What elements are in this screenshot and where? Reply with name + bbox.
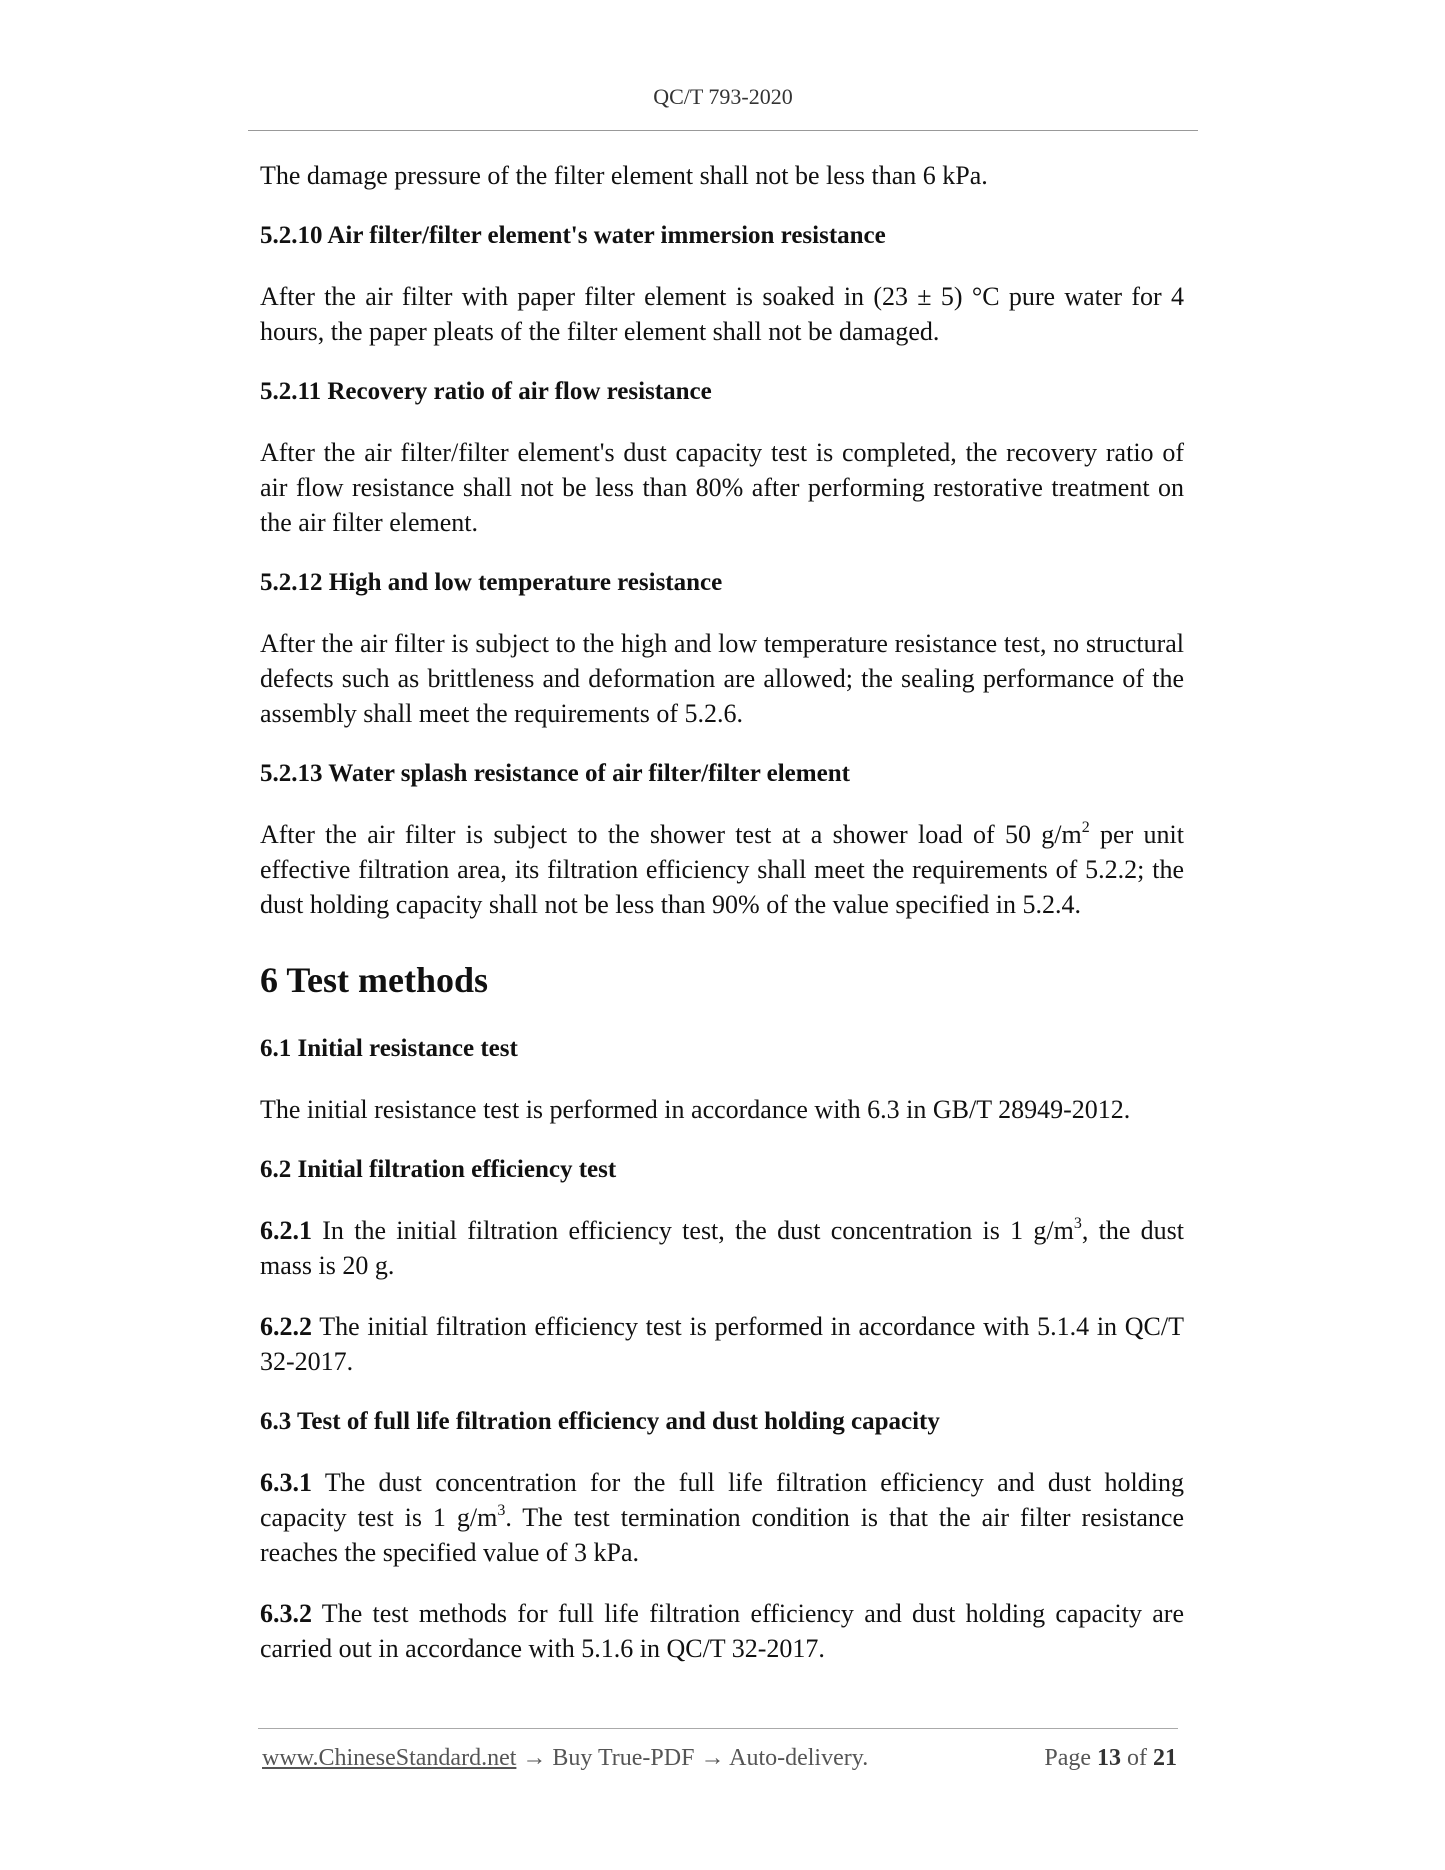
heading-5-2-11: 5.2.11 Recovery ratio of air flow resistance: [260, 378, 712, 405]
paragraph-6-1: The initial resistance test is performed in accordance with 6.3 in GB/T 28949-2012.: [260, 1095, 1131, 1124]
heading-5-2-13: 5.2.13 Water splash resistance of air filter/filter element: [260, 760, 850, 787]
clause-number-6-2-1: 6.2.1: [260, 1216, 312, 1245]
paragraph-6-3-2: [260, 1596, 1184, 1666]
paragraph-6-2-1-part-b: , the dust mass is 20 g.: [260, 1216, 1185, 1280]
page-total: 21: [1153, 1745, 1177, 1771]
superscript-3: 3: [1073, 1215, 1082, 1232]
paragraph-6-2-2-text: The initial filtration efficiency test is performed in accordance with 5.1.4 in QC/T 32-2017.: [260, 1312, 1184, 1376]
heading-5-2-12: 5.2.12 High and low temperature resistance: [260, 569, 723, 596]
clause-number-6-2-2: 6.2.2: [260, 1312, 312, 1341]
paragraph-6-3-1-part-a: The dust concentration for the full life filtration efficiency and dust holding capacity test is 1 g/m: [260, 1468, 1184, 1532]
page-current: 13: [1097, 1745, 1121, 1771]
heading-6-1: 6.1 Initial resistance test: [260, 1035, 518, 1062]
clause-number-6-3-1: 6.3.1: [260, 1468, 312, 1497]
paragraph-6-2-2: [260, 1309, 1184, 1379]
paragraph-5-2-10: After the air filter with paper filter element is soaked in (23 ± 5) °C pure water for 4 hours, the paper pleats of the filter element shall not be damaged.: [260, 282, 1184, 346]
paragraph-intro: The damage pressure of the filter element shall not be less than 6 kPa.: [260, 161, 988, 190]
footer-promo: [262, 1745, 868, 1772]
paragraph-5-2-13-part-b: per unit effective filtration area, its filtration efficiency shall meet the requirements of 5.2.2; the dust holding capacity shall not be less than 90% of the value specified in 5.2.4.: [260, 820, 1184, 919]
page-label: Page: [1044, 1745, 1091, 1771]
paragraph-6-2-1: [260, 1213, 1184, 1283]
heading-6-3: 6.3 Test of full life filtration efficiency and dust holding capacity: [260, 1408, 940, 1435]
page-indicator: [1044, 1745, 1177, 1772]
footer-divider: [258, 1728, 1178, 1729]
paragraph-5-2-11: After the air filter/filter element's dust capacity test is completed, the recovery ratio of air flow resistance shall not be less than 80% after performing restorative treatment on the air filter element.: [260, 438, 1184, 537]
promo-text: → Buy True-PDF → Auto-delivery.: [516, 1745, 869, 1771]
clause-number-6-3-2: 6.3.2: [260, 1599, 312, 1628]
heading-6-2: 6.2 Initial filtration efficiency test: [260, 1156, 617, 1183]
paragraph-6-3-2-text: The test methods for full life filtration efficiency and dust holding capacity are carried out in accordance with 5.1.6 in QC/T 32-2017.: [260, 1599, 1184, 1663]
paragraph-6-3-1-part-b: . The test termination condition is that the air filter resistance reaches the specified value of 3 kPa.: [260, 1503, 1184, 1567]
of-label: of: [1127, 1745, 1147, 1771]
paragraph-5-2-13: [260, 817, 1184, 922]
heading-5-2-10: 5.2.10 Air filter/filter element's water immersion resistance: [260, 222, 886, 249]
paragraph-6-2-1-part-a: In the initial filtration efficiency test, the dust concentration is 1 g/m: [312, 1216, 1074, 1245]
page-footer: [262, 1745, 1177, 1772]
superscript-2: 2: [1081, 819, 1090, 836]
page-body: [260, 158, 1184, 1692]
paragraph-5-2-12: After the air filter is subject to the high and low temperature resistance test, no structural defects such as brittleness and deformation are allowed; the sealing performance of the assembly shall meet the requirements of 5.2.6.: [260, 629, 1184, 728]
paragraph-6-3-1: [260, 1465, 1184, 1570]
header-divider: [248, 130, 1198, 131]
heading-6-test-methods: 6 Test methods: [260, 960, 489, 1000]
site-link[interactable]: www.ChineseStandard.net: [262, 1745, 517, 1771]
document-header: QC/T 793-2020: [653, 84, 793, 109]
paragraph-5-2-13-part-a: After the air filter is subject to the shower test at a shower load of 50 g/m: [260, 820, 1082, 849]
superscript-3: 3: [497, 1502, 506, 1519]
